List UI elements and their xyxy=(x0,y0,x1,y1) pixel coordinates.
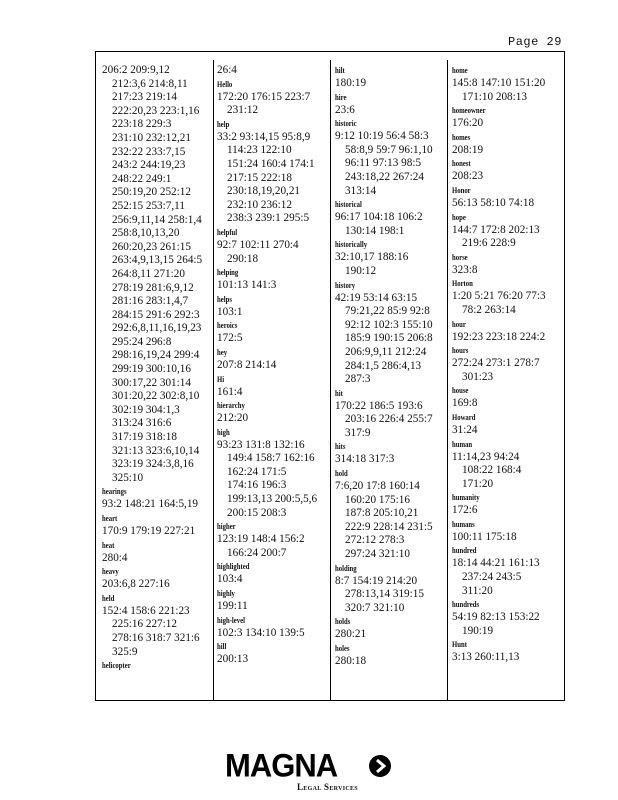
reference-line: 151:24 160:4 174:1 xyxy=(227,157,315,170)
reference-line: 101:13 141:3 xyxy=(217,279,277,292)
page-line-references xyxy=(335,251,447,278)
index-term: hill xyxy=(217,642,227,652)
index-term: hundreds xyxy=(452,600,480,610)
reference-line: 297:24 321:10 xyxy=(345,548,410,561)
page-line-references xyxy=(452,77,565,104)
page-line-references xyxy=(102,552,212,566)
index-entry xyxy=(335,117,447,198)
page-line-references xyxy=(217,439,327,521)
reference-line: 166:24 200:7 xyxy=(227,546,287,559)
reference-line: 314:18 317:3 xyxy=(335,453,395,466)
reference-line: 243:2 244:19,23 xyxy=(112,159,186,172)
reference-line: 301:20,22 302:8,10 xyxy=(112,390,200,403)
reference-line: 292:6,8,11,16,19,23 xyxy=(112,322,202,335)
index-term: heroics xyxy=(217,321,238,331)
reference-line: 1:20 5:21 76:20 77:3 xyxy=(452,290,546,303)
reference-line: 323:8 xyxy=(452,263,478,276)
reference-line: 278:16 318:7 321:6 xyxy=(112,631,200,644)
chevron-right-circle-icon xyxy=(368,754,392,778)
index-term: high-level xyxy=(217,615,245,625)
reference-line: 8:7 154:19 214:20 xyxy=(335,574,418,587)
reference-line: 258:8,10,13,20 xyxy=(112,227,180,240)
reference-line: 79:21,22 85:9 92:8 xyxy=(345,305,430,318)
index-entry xyxy=(452,157,565,184)
index-entry xyxy=(452,318,565,345)
index-entry xyxy=(335,387,447,441)
page-line-references xyxy=(452,651,565,665)
reference-line: 108:22 168:4 xyxy=(462,464,522,477)
index-term: hilt xyxy=(335,66,345,75)
index-term: holds xyxy=(335,617,351,627)
page-line-references xyxy=(217,359,327,373)
index-entry xyxy=(102,565,212,592)
index-term: heart xyxy=(102,514,118,523)
reference-line: 162:24 171:5 xyxy=(227,465,287,478)
page-line-references xyxy=(452,290,565,317)
reference-line: 9:12 10:19 56:4 58:3 xyxy=(335,130,429,143)
index-term: Hunt xyxy=(452,640,467,650)
page-line-references xyxy=(217,332,327,346)
reference-line: 174:16 196:3 xyxy=(227,479,287,492)
page-line-references xyxy=(217,386,327,400)
reference-line: 231:12 xyxy=(227,104,259,117)
reference-line: 278:13,14 319:15 xyxy=(345,588,424,601)
reference-line: 92:7 102:11 270:4 xyxy=(217,238,299,251)
reference-line: 208:23 xyxy=(452,170,484,183)
reference-line: 96:11 97:13 98:5 xyxy=(345,157,422,170)
page-line-references xyxy=(335,104,447,118)
reference-line: 320:7 321:10 xyxy=(345,601,405,614)
index-entry xyxy=(452,438,565,492)
index-term: hope xyxy=(452,212,466,222)
reference-line: 149:4 158:7 162:16 xyxy=(227,452,315,465)
page-line-references xyxy=(335,453,447,467)
index-entry xyxy=(217,587,327,614)
page-line-references xyxy=(102,498,212,512)
index-term: helpful xyxy=(217,227,238,237)
index-term: humans xyxy=(452,519,475,529)
index-column-4 xyxy=(452,64,565,694)
reference-line: 180:19 xyxy=(335,77,367,89)
page-line-references xyxy=(452,451,565,492)
reference-line: 100:11 175:18 xyxy=(452,530,517,543)
page-line-references xyxy=(452,531,565,545)
reference-line: 199:13,13 200:5,5,6 xyxy=(227,493,318,506)
page-line-references xyxy=(217,306,327,320)
page-line-references xyxy=(217,91,327,118)
reference-line: 313:14 xyxy=(345,184,377,197)
page-line-references xyxy=(102,605,212,659)
index-column-3 xyxy=(335,64,447,694)
index-entry xyxy=(335,198,447,238)
reference-line: 243:18,22 267:24 xyxy=(345,170,424,183)
reference-line: 102:3 134:10 139:5 xyxy=(217,626,305,639)
column-divider xyxy=(447,60,448,700)
reference-line: 281:16 283:1,4,7 xyxy=(112,295,189,308)
index-entry xyxy=(217,373,327,400)
reference-line: 123:19 148:4 156:2 xyxy=(217,533,305,546)
page-line-references xyxy=(452,504,565,518)
index-term: human xyxy=(452,439,473,449)
reference-line: 217:23 219:14 xyxy=(112,91,177,104)
reference-line: 219:6 228:9 xyxy=(462,237,516,250)
page-line-references xyxy=(217,653,327,667)
page-line-references xyxy=(452,197,565,211)
reference-line: 280:4 xyxy=(102,551,128,564)
reference-line: 92:12 102:3 155:10 xyxy=(345,318,433,331)
index-term: hearings xyxy=(102,487,127,497)
index-term: holes xyxy=(335,644,350,653)
reference-line: 187:8 205:10,21 xyxy=(345,507,419,520)
index-term: honest xyxy=(452,159,471,169)
index-term: house xyxy=(452,386,469,396)
index-entry xyxy=(217,293,327,320)
index-entry xyxy=(335,615,447,642)
reference-line: 232:10 236:12 xyxy=(227,198,292,211)
reference-line: 11:14,23 94:24 xyxy=(452,450,520,463)
index-term: hold xyxy=(335,469,348,479)
reference-line: 256:9,11,14 258:1,4 xyxy=(112,213,202,226)
index-entry xyxy=(452,131,565,158)
index-entry xyxy=(217,399,327,426)
index-term: highlighted xyxy=(217,562,250,572)
reference-line: 272:12 278:3 xyxy=(345,534,405,547)
index-entry xyxy=(102,64,212,485)
reference-line: 54:19 82:13 153:22 xyxy=(452,611,540,624)
page-line-references xyxy=(102,578,212,592)
reference-line: 252:15 253:7,11 xyxy=(112,199,185,212)
page-line-references xyxy=(335,628,447,642)
page-line-references xyxy=(452,264,565,278)
reference-line: 192:23 223:18 224:2 xyxy=(452,330,546,343)
index-entry xyxy=(217,426,327,521)
reference-line: 152:4 158:6 221:23 xyxy=(102,604,190,617)
reference-line: 200:15 208:3 xyxy=(227,506,287,519)
page-line-references xyxy=(335,292,447,387)
page-line-references xyxy=(217,279,327,293)
logo-wordmark: MAGNA xyxy=(225,747,338,784)
index-entry xyxy=(217,78,327,118)
reference-line: 230:18,19,20,21 xyxy=(227,185,301,198)
reference-line: 103:1 xyxy=(217,305,243,318)
index-term: Hello xyxy=(217,79,233,89)
reference-line: 58:8,9 59:7 96:1,10 xyxy=(345,143,433,156)
column-divider xyxy=(213,60,214,700)
index-term: history xyxy=(335,280,356,290)
page-line-references xyxy=(452,357,565,384)
reference-line: 207:8 214:14 xyxy=(217,358,277,371)
reference-line: 93:23 131:8 132:16 xyxy=(217,438,305,451)
index-entry xyxy=(335,562,447,616)
page-line-references xyxy=(102,525,212,539)
reference-line: 199:11 xyxy=(217,600,248,613)
index-entry xyxy=(452,64,565,104)
reference-line: 31:24 xyxy=(452,423,478,436)
page-line-references xyxy=(335,480,447,562)
reference-line: 300:17,22 301:14 xyxy=(112,376,191,389)
index-entry xyxy=(452,411,565,438)
reference-line: 301:23 xyxy=(462,370,494,383)
index-term: hierarchy xyxy=(217,401,245,411)
index-term: helicopter xyxy=(102,661,131,671)
index-term: higher xyxy=(217,522,236,532)
index-entry xyxy=(217,346,327,373)
index-entry xyxy=(217,520,327,560)
reference-line: 295:24 296:8 xyxy=(112,335,172,348)
reference-line: 114:23 122:10 xyxy=(227,144,292,157)
magna-logo xyxy=(225,748,395,794)
reference-line: 145:8 147:10 151:20 xyxy=(452,77,546,89)
reference-line: 272:24 273:1 278:7 xyxy=(452,357,540,370)
reference-line: 206:9,9,11 212:24 xyxy=(345,345,427,358)
reference-line: 212:20 xyxy=(217,412,249,425)
reference-line: 311:20 xyxy=(462,584,493,597)
reference-line: 212:3,6 214:8,11 xyxy=(112,77,188,90)
index-term: heavy xyxy=(102,567,119,577)
index-entry xyxy=(217,319,327,346)
reference-line: 56:13 58:10 74:18 xyxy=(452,196,535,209)
reference-line: 290:18 xyxy=(227,252,259,265)
index-column-1 xyxy=(102,64,212,694)
reference-line: 248:22 249:1 xyxy=(112,172,172,185)
reference-line: 18:14 44:21 161:13 xyxy=(452,557,540,570)
index-entry xyxy=(335,279,447,387)
page-line-references xyxy=(452,557,565,598)
index-term: highly xyxy=(217,589,235,599)
index-term: high xyxy=(217,427,230,437)
page-line-references xyxy=(217,573,327,587)
page-line-references xyxy=(452,424,565,438)
reference-line: 321:13 323:6,10,14 xyxy=(112,444,200,457)
reference-line: 169:8 xyxy=(452,397,478,410)
index-entry xyxy=(217,266,327,293)
reference-line: 144:7 172:8 202:13 xyxy=(452,223,540,236)
index-term: humanity xyxy=(452,493,480,503)
index-entry xyxy=(335,467,447,562)
index-frame xyxy=(95,51,565,701)
index-entry xyxy=(102,659,212,672)
index-term: historic xyxy=(335,119,357,129)
page-line-references xyxy=(452,331,565,345)
index-entry xyxy=(452,104,565,131)
page-line-references xyxy=(102,64,212,485)
reference-line: 200:13 xyxy=(217,653,249,666)
reference-line: 170:9 179:19 227:21 xyxy=(102,525,196,537)
index-entry xyxy=(217,64,327,78)
reference-line: 208:19 xyxy=(452,143,484,156)
index-term: homeowner xyxy=(452,106,486,116)
index-term: helping xyxy=(217,268,239,278)
index-term: held xyxy=(102,593,115,603)
reference-line: 26:4 xyxy=(217,64,237,76)
index-entry xyxy=(102,539,212,566)
reference-line: 280:18 xyxy=(335,655,367,667)
index-term: hire xyxy=(335,92,347,102)
index-term: hundred xyxy=(452,546,477,556)
page-line-references xyxy=(217,600,327,614)
index-entry xyxy=(335,642,447,669)
index-entry xyxy=(217,118,327,226)
reference-line: 176:20 xyxy=(452,117,484,130)
reference-line: 313:24 316:6 xyxy=(112,417,172,430)
index-entry xyxy=(335,91,447,118)
reference-line: 172:5 xyxy=(217,332,243,345)
reference-line: 302:19 304:1,3 xyxy=(112,403,180,416)
index-term: hey xyxy=(217,347,228,357)
index-term: hours xyxy=(452,346,469,356)
index-entry xyxy=(335,238,447,278)
reference-line: 232:22 233:7,15 xyxy=(112,145,186,158)
index-term: Honor xyxy=(452,185,471,195)
reference-line: 225:16 227:12 xyxy=(112,618,177,631)
reference-line: 278:19 281:6,9,12 xyxy=(112,281,194,294)
reference-line: 323:19 324:3,8,16 xyxy=(112,458,194,471)
reference-line: 231:10 232:12,21 xyxy=(112,131,191,144)
page-line-references xyxy=(452,144,565,158)
index-entry xyxy=(102,512,212,539)
reference-line: 190:19 xyxy=(462,624,494,637)
index-entry xyxy=(452,211,565,251)
index-term: holding xyxy=(335,563,357,573)
reference-line: 264:8,11 271:20 xyxy=(112,267,185,280)
reference-line: 222:20,23 223:1,16 xyxy=(112,104,200,117)
index-term: Howard xyxy=(452,412,476,422)
index-term: horse xyxy=(452,252,468,262)
page-line-references xyxy=(452,117,565,131)
index-term: Hi xyxy=(217,374,225,384)
page-line-references xyxy=(217,239,327,266)
page-line-references xyxy=(217,412,327,426)
reference-line: 171:20 xyxy=(462,477,494,490)
page-line-references xyxy=(452,170,565,184)
index-term: helps xyxy=(217,294,232,304)
page-line-references xyxy=(335,130,447,198)
reference-line: 250:19,20 252:12 xyxy=(112,186,191,199)
reference-line: 299:19 300:10,16 xyxy=(112,363,191,376)
reference-line: 238:3 239:1 295:5 xyxy=(227,212,310,225)
reference-line: 222:9 228:14 231:5 xyxy=(345,520,433,533)
page-line-references xyxy=(217,627,327,641)
reference-line: 298:16,19,24 299:4 xyxy=(112,349,200,362)
reference-line: 284:15 291:6 292:3 xyxy=(112,308,200,321)
logo-tagline: Legal Services xyxy=(297,782,358,792)
page-line-references xyxy=(217,131,327,226)
index-entry xyxy=(452,384,565,411)
index-entry xyxy=(452,544,565,598)
reference-line: 223:18 229:3 xyxy=(112,118,172,131)
index-entry xyxy=(335,440,447,467)
index-term: hour xyxy=(452,319,466,329)
reference-line: 32:10,17 188:16 xyxy=(335,251,409,264)
reference-line: 78:2 263:14 xyxy=(462,303,516,316)
page-line-references xyxy=(217,533,327,560)
page-line-references xyxy=(217,64,327,78)
reference-line: 171:10 208:13 xyxy=(462,90,527,103)
reference-line: 237:24 243:5 xyxy=(462,571,522,584)
index-entry xyxy=(102,485,212,512)
page-line-references xyxy=(335,655,447,669)
reference-line: 7:6,20 17:8 160:14 xyxy=(335,480,420,493)
index-entry xyxy=(452,638,565,665)
reference-line: 317:19 318:18 xyxy=(112,431,177,444)
index-entry xyxy=(452,344,565,384)
index-term: historically xyxy=(335,240,368,250)
index-column-2 xyxy=(217,64,327,694)
page-number: Page 29 xyxy=(508,35,562,49)
reference-line: 190:12 xyxy=(345,264,377,277)
reference-line: 161:4 xyxy=(217,385,243,398)
reference-line: 93:2 148:21 164:5,19 xyxy=(102,498,199,511)
page-line-references xyxy=(452,224,565,251)
reference-line: 172:20 176:15 223:7 xyxy=(217,90,311,103)
reference-line: 160:20 175:16 xyxy=(345,493,410,506)
reference-line: 203:6,8 227:16 xyxy=(102,578,170,591)
index-entry xyxy=(217,614,327,641)
index-term: help xyxy=(217,119,230,129)
index-term: historical xyxy=(335,200,362,210)
index-term: home xyxy=(452,66,468,75)
index-entry xyxy=(102,592,212,659)
reference-line: 263:4,9,13,15 264:5 xyxy=(112,254,203,267)
index-entry xyxy=(452,598,565,638)
column-divider xyxy=(330,60,331,700)
index-term: hit xyxy=(335,388,343,398)
reference-line: 284:1,5 286:4,13 xyxy=(345,359,422,372)
index-entry xyxy=(452,518,565,545)
reference-line: 42:19 53:14 63:15 xyxy=(335,291,418,304)
index-entry xyxy=(217,640,327,667)
reference-line: 203:16 226:4 255:7 xyxy=(345,413,433,426)
index-entry xyxy=(452,277,565,317)
index-term: heat xyxy=(102,540,115,550)
reference-line: 206:2 209:9,12 xyxy=(102,64,170,76)
index-term: Horton xyxy=(452,279,473,289)
page-line-references xyxy=(335,77,447,91)
index-entry xyxy=(452,491,565,518)
page-line-references xyxy=(452,611,565,638)
reference-line: 103:4 xyxy=(217,573,243,586)
reference-line: 280:21 xyxy=(335,628,367,641)
reference-line: 33:2 93:14,15 95:8,9 xyxy=(217,130,311,143)
reference-line: 317:9 xyxy=(345,426,371,439)
reference-line: 287:3 xyxy=(345,373,371,386)
reference-line: 172:6 xyxy=(452,504,478,517)
index-entry xyxy=(335,64,447,91)
index-entry xyxy=(452,184,565,211)
reference-line: 170:22 186:5 193:6 xyxy=(335,399,423,412)
page-line-references xyxy=(335,400,447,441)
reference-line: 325:10 xyxy=(112,471,144,484)
reference-line: 325:9 xyxy=(112,645,138,658)
index-term: homes xyxy=(452,132,471,142)
page-line-references xyxy=(452,397,565,411)
page-line-references xyxy=(335,211,447,238)
index-entry xyxy=(217,560,327,587)
reference-line: 23:6 xyxy=(335,103,355,116)
reference-line: 3:13 260:11,13 xyxy=(452,651,520,664)
reference-line: 260:20,23 261:15 xyxy=(112,240,191,253)
index-term: hits xyxy=(335,442,346,452)
index-entry xyxy=(217,226,327,266)
reference-line: 217:15 222:18 xyxy=(227,171,292,184)
reference-line: 130:14 198:1 xyxy=(345,224,405,237)
reference-line: 185:9 190:15 206:8 xyxy=(345,332,433,345)
page-line-references xyxy=(335,575,447,616)
index-entry xyxy=(452,251,565,278)
reference-line: 96:17 104:18 106:2 xyxy=(335,211,423,224)
